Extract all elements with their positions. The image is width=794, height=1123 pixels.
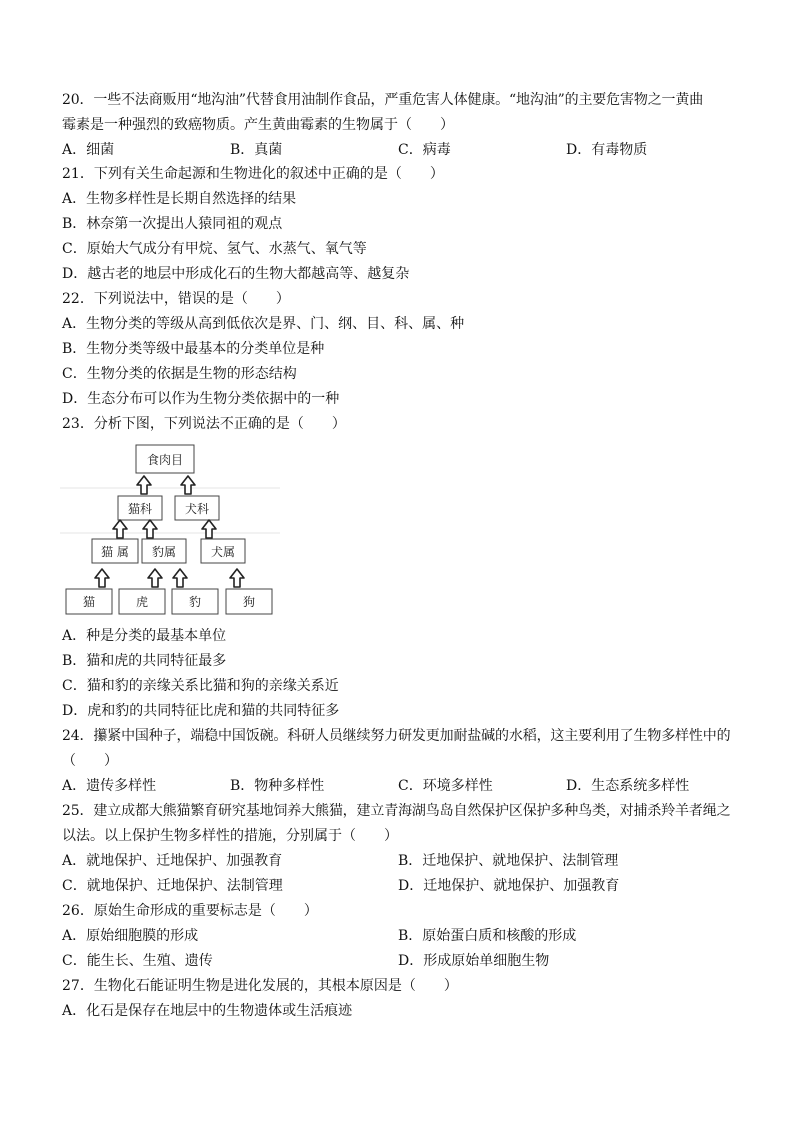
q20-stem-line2: 霉素是一种强烈的致癌物质。产生黄曲霉素的生物属于（ ）	[62, 117, 454, 133]
q22-option-b: B．生物分类等级中最基本的分类单位是种	[62, 341, 325, 357]
q24-stem-line1: 24．攥紧中国种子，端稳中国饭碗。科研人员继续努力研发更加耐盐碱的水稻，这主要利用了生物多样性中的	[62, 728, 731, 744]
q26-option-a: A．原始细胞膜的形成	[62, 928, 199, 944]
q20-option-d: D．有毒物质	[566, 142, 648, 158]
arrow-up-icon	[95, 569, 109, 587]
arrow-up-icon	[173, 569, 187, 587]
arrow-up-icon	[137, 476, 151, 494]
q22-option-a: A．生物分类的等级从高到低依次是界、门、纲、目、科、属、种	[62, 316, 465, 332]
q27-stem: 27．生物化石能证明生物是进化发展的，其根本原因是（ ）	[62, 978, 458, 994]
q27-option-a: A．化石是保存在地层中的生物遗体或生活痕迹	[62, 1003, 353, 1019]
q25-stem-line2: 以法。以上保护生物多样性的措施，分别属于（ ）	[62, 828, 398, 844]
q20-option-b: B．真菌	[230, 142, 283, 158]
genus-label-felis: 猫 属	[101, 545, 129, 559]
genus-label-canis: 犬属	[210, 545, 236, 559]
q24-stem-line2: （ ）	[62, 753, 118, 769]
arrow-up-icon	[230, 569, 244, 587]
q25-option-c: C．就地保护、迁地保护、法制管理	[62, 878, 283, 894]
q21-option-b: B．林奈第一次提出人猿同祖的观点	[62, 216, 283, 232]
arrow-up-icon	[148, 569, 162, 587]
q26-option-d: D．形成原始单细胞生物	[398, 953, 550, 969]
q25-option-a: A．就地保护、迁地保护、加强教育	[62, 853, 283, 869]
q26-stem: 26．原始生命形成的重要标志是（ ）	[62, 903, 318, 919]
q23-stem: 23．分析下图，下列说法不正确的是（ ）	[62, 416, 346, 432]
q23-option-b: B．猫和虎的共同特征最多	[62, 653, 227, 669]
q21-option-d: D．越古老的地层中形成化石的生物大都越高等、越复杂	[62, 266, 410, 282]
q26-option-b: B．原始蛋白质和核酸的形成	[398, 928, 577, 944]
taxonomy-diagram	[60, 438, 280, 620]
species-label-cat: 猫	[82, 595, 96, 609]
arrow-up-icon	[181, 476, 195, 494]
q25-option-d: D．迁地保护、就地保护、加强教育	[398, 878, 620, 894]
q21-option-c: C．原始大气成分有甲烷、氢气、水蒸气、氧气等	[62, 241, 367, 257]
q23-option-c: C．猫和豹的亲缘关系比猫和狗的亲缘关系近	[62, 678, 339, 694]
q25-stem-line1: 25．建立成都大熊猫繁育研究基地饲养大熊猫，建立青海湖鸟岛自然保护区保护多种鸟类，对捕杀羚羊者绳之	[62, 803, 731, 819]
q21-stem: 21．下列有关生命起源和生物进化的叙述中正确的是（ ）	[62, 166, 444, 182]
order-label: 食肉目	[146, 453, 184, 467]
species-label-dog: 狗	[242, 595, 256, 609]
family-label-felidae: 猫科	[127, 502, 153, 516]
arrow-up-icon	[202, 520, 216, 538]
arrow-up-icon	[143, 520, 157, 538]
q21-option-a: A．生物多样性是长期自然选择的结果	[62, 191, 297, 207]
q24-option-d: D．生态系统多样性	[566, 778, 690, 794]
q24-option-b: B．物种多样性	[230, 778, 325, 794]
q20-stem-line1: 20．一些不法商贩用“地沟油”代替食用油制作食品，严重危害人体健康。“地沟油”的主要危害物之一黄曲	[62, 92, 704, 108]
q23-option-a: A．种是分类的最基本单位	[62, 628, 227, 644]
q22-stem: 22．下列说法中，错误的是（ ）	[62, 291, 290, 307]
q20-option-a: A．细菌	[62, 142, 115, 158]
q20-option-c: C．病毒	[398, 142, 451, 158]
family-label-canidae: 犬科	[184, 502, 210, 516]
genus-label-panthera: 豹属	[151, 545, 177, 559]
q22-option-c: C．生物分类的依据是生物的形态结构	[62, 366, 297, 382]
q23-option-d: D．虎和豹的共同特征比虎和猫的共同特征多	[62, 703, 340, 719]
species-label-leopard: 豹	[188, 595, 202, 609]
q22-option-d: D．生态分布可以作为生物分类依据中的一种	[62, 391, 340, 407]
q25-option-b: B．迁地保护、就地保护、法制管理	[398, 853, 619, 869]
q24-option-c: C．环境多样性	[398, 778, 493, 794]
arrow-up-icon	[113, 520, 127, 538]
q24-option-a: A．遗传多样性	[62, 778, 157, 794]
species-label-tiger: 虎	[135, 595, 149, 609]
q26-option-c: C．能生长、生殖、遗传	[62, 953, 213, 969]
